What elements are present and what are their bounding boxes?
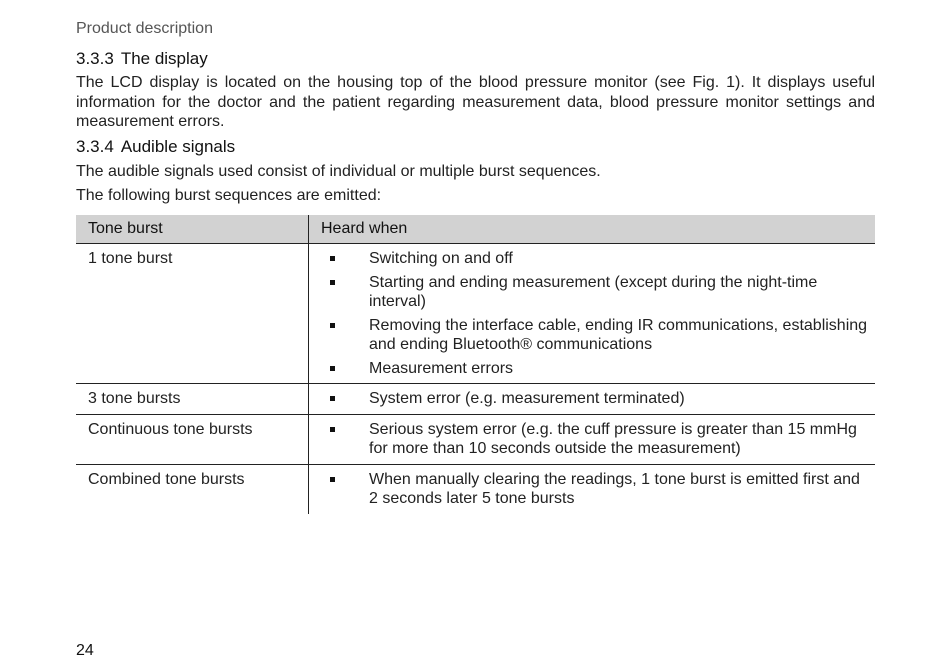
section-number: 3.3.3 xyxy=(76,49,114,68)
list-item: When manually clearing the readings, 1 tone burst is emitted first and 2 seconds later 5 tone bursts xyxy=(321,470,875,509)
audible-intro-paragraph: The audible signals used consist of individual or multiple burst sequences. xyxy=(76,163,601,180)
table-header-row xyxy=(76,215,875,244)
display-paragraph: The LCD display is located on the housing top of the blood pressure monitor (see Fig. 1). It displays useful information for the doctor and the patient regarding measurement data, blood pressure monitor settings and measurement errors. xyxy=(76,74,875,130)
running-header: Product description xyxy=(76,20,213,37)
bullet-icon xyxy=(330,256,335,261)
tone-cell: Combined tone bursts xyxy=(76,464,309,514)
table-row xyxy=(76,384,875,415)
list-item: Measurement errors xyxy=(321,359,875,379)
table-row xyxy=(76,464,875,514)
bullet-icon xyxy=(330,396,335,401)
burst-intro-paragraph: The following burst sequences are emitted: xyxy=(76,187,382,204)
bullet-icon xyxy=(330,427,335,432)
tone-burst-table xyxy=(76,215,875,514)
tone-cell: Continuous tone bursts xyxy=(76,414,309,464)
section-number: 3.3.4 xyxy=(76,137,114,156)
heard-when-cell xyxy=(309,464,876,514)
heard-when-cell xyxy=(309,414,876,464)
column-header-tone-burst: Tone burst xyxy=(76,215,309,244)
bullet-list xyxy=(321,470,875,509)
column-header-heard-when: Heard when xyxy=(309,215,876,244)
heard-when-cell xyxy=(309,244,876,384)
list-item: Switching on and off xyxy=(321,249,875,269)
section-heading-display xyxy=(76,49,208,69)
tone-cell: 3 tone bursts xyxy=(76,384,309,415)
section-title: The display xyxy=(120,49,208,68)
bullet-list xyxy=(321,389,875,409)
bullet-list xyxy=(321,420,875,459)
bullet-icon xyxy=(330,323,335,328)
bullet-icon xyxy=(330,280,335,285)
page-number: 24 xyxy=(76,642,94,659)
bullet-list xyxy=(321,249,875,378)
list-item: Starting and ending measurement (except during the night-time interval) xyxy=(321,273,875,312)
heard-when-cell xyxy=(309,384,876,415)
section-heading-audible-signals xyxy=(76,137,235,157)
section-title: Audible signals xyxy=(120,137,236,156)
table-row xyxy=(76,244,875,384)
bullet-icon xyxy=(330,477,335,482)
bullet-icon xyxy=(330,366,335,371)
list-item: System error (e.g. measurement terminated) xyxy=(321,389,875,409)
table-row xyxy=(76,414,875,464)
tone-cell: 1 tone burst xyxy=(76,244,309,384)
list-item: Serious system error (e.g. the cuff pressure is greater than 15 mmHg for more than 10 seconds outside the measurement) xyxy=(321,420,875,459)
list-item: Removing the interface cable, ending IR communications, establishing and ending Bluetooth® communications xyxy=(321,316,875,355)
